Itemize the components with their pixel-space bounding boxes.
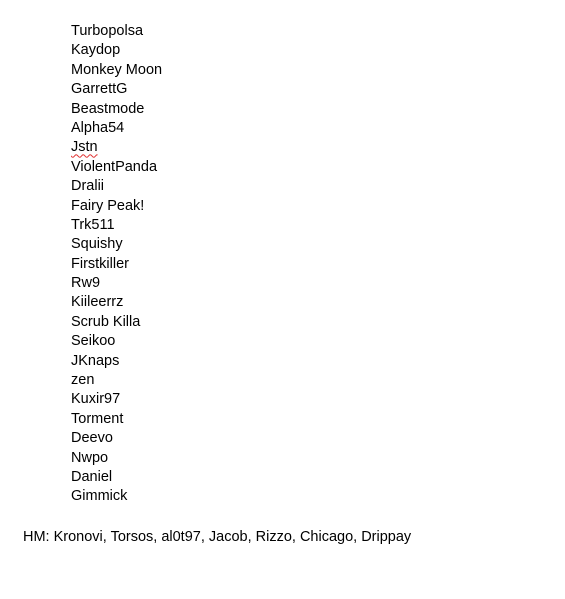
list-name: Torment bbox=[71, 410, 124, 427]
honorable-mentions: HM: Kronovi, Torsos, al0t97, Jacob, Rizzo, Chicago, Drippay bbox=[23, 529, 412, 545]
list-name: Trk511 bbox=[71, 216, 115, 233]
list-name: Daniel bbox=[71, 468, 113, 485]
list-name: Beastmode bbox=[71, 100, 145, 117]
list-name: Turbopolsa bbox=[71, 23, 144, 39]
list-name: Firstkiller bbox=[71, 255, 129, 272]
list-name: ViolentPanda bbox=[71, 158, 158, 175]
list-name: Squishy bbox=[71, 236, 123, 253]
list-name: Gimmick bbox=[71, 488, 128, 505]
list-name: Monkey Moon bbox=[71, 61, 163, 78]
list-name: Alpha54 bbox=[71, 119, 125, 136]
list-name: Kiileerrz bbox=[71, 294, 124, 311]
list-name: Seikoo bbox=[71, 333, 116, 350]
list-name: Kuxir97 bbox=[71, 391, 121, 408]
list-name: Deevo bbox=[71, 430, 113, 447]
list-name: GarrettG bbox=[71, 81, 128, 98]
list-name: Kaydop bbox=[71, 42, 121, 59]
list-name: Scrub Killa bbox=[71, 313, 141, 330]
list-name: Nwpo bbox=[71, 449, 109, 466]
list-name: Fairy Peak! bbox=[71, 197, 145, 214]
list-name: JKnaps bbox=[71, 352, 120, 369]
list-name: Dralii bbox=[71, 178, 105, 195]
list-name-misspelled[interactable]: Jstn bbox=[71, 139, 98, 156]
list-name: Rw9 bbox=[71, 275, 101, 292]
list-name: zen bbox=[71, 372, 95, 389]
